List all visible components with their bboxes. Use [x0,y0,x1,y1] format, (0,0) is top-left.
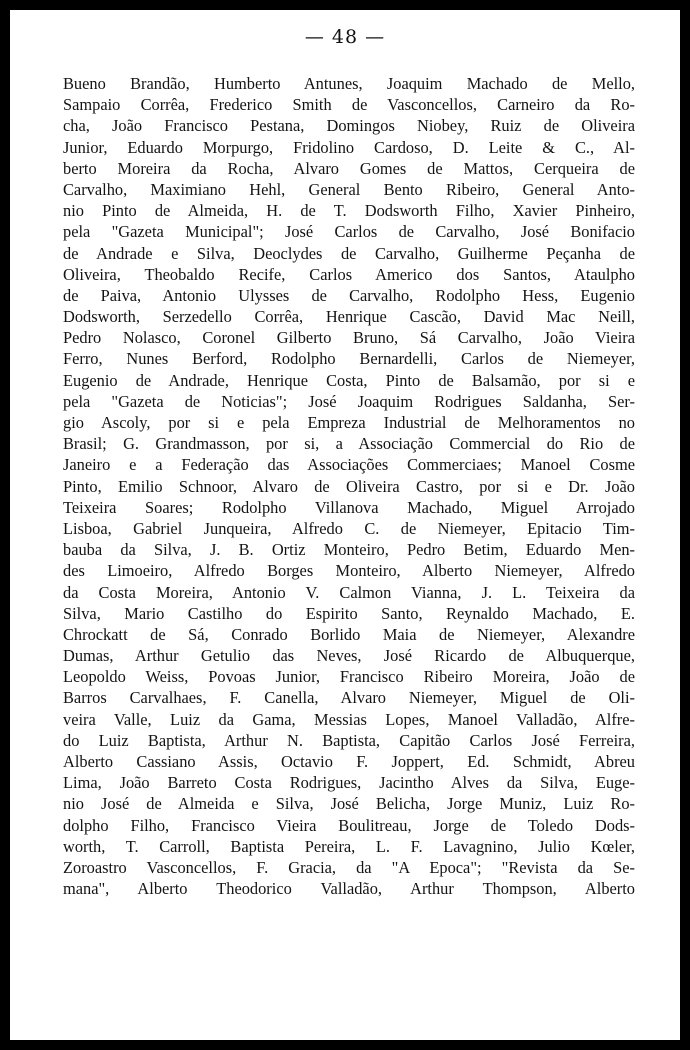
text-line: gio Ascoly, por si e pela Empreza Industrial de Melhoramentos no [63,413,635,432]
text-line: pela "Gazeta Municipal"; José Carlos de Carvalho, José Bonifacio [63,222,635,242]
text-line: Dumas, Arthur Getulio das Neves, José Ricardo de Albuquerque, [63,646,635,666]
text-line: Oliveira, Theobaldo Recife, Carlos Americo dos Santos, Ataulpho [63,264,635,284]
text-line: Zoroastro Vasconcellos, F. Gracia, da "A Epoca"; "Revista da Se- [63,857,635,877]
text-line: worth, T. Carroll, Baptista Pereira, L. F. Lavagnino, Julio Kœler, [63,836,635,856]
text-line: da Costa Moreira, Antonio V. Calmon Vianna, J. L. Teixeira da [63,582,635,602]
text-line: do Luiz Baptista, Arthur N. Baptista, Capitão Carlos José Ferreira, [63,730,635,750]
body-text [63,73,635,899]
text-line: Lisboa, Gabriel Junqueira, Alfredo C. de Niemeyer, Epitacio Tim- [63,518,635,538]
text-line: Dodsworth, Serzedello Corrêa, Henrique Cascão, David Mac Neill, [63,307,635,327]
text-line: Silva, Mario Castilho do Espirito Santo, Reynaldo Machado, E. [63,603,635,623]
text-line: Chrockatt de Sá, Conrado Borlido Maia de Niemeyer, Alexandre [63,624,635,644]
text-line: Teixeira Soares; Rodolpho Villanova Machado, Miguel Arrojado [63,497,635,517]
text-line: veira Valle, Luiz da Gama, Messias Lopes, Manoel Valladão, Alfre- [63,709,635,729]
text-line: pela "Gazeta de Noticias"; José Joaquim Rodrigues Saldanha, Ser- [63,391,635,411]
text-line: berto Moreira da Rocha, Alvaro Gomes de Mattos, Cerqueira de [63,158,635,178]
text-line: Pedro Nolasco, Coronel Gilberto Bruno, Sá Carvalho, João Vieira [63,328,635,348]
text-line: Alberto Cassiano Assis, Octavio F. Joppert, Ed. Schmidt, Abreu [63,752,635,771]
text-line: Junior, Eduardo Morpurgo, Fridolino Cardoso, D. Leite & C., Al- [63,137,635,157]
text-line: Carvalho, Maximiano Hehl, General Bento Ribeiro, General Anto- [63,179,635,199]
text-line: nio Pinto de Almeida, H. de T. Dodsworth Filho, Xavier Pinheiro, [63,201,635,221]
text-line: des Limoeiro, Alfredo Borges Monteiro, Alberto Niemeyer, Alfredo [63,561,635,581]
text-line: bauba da Silva, J. B. Ortiz Monteiro, Pedro Betim, Eduardo Men- [63,540,635,560]
text-line: mana", Alberto Theodorico Valladão, Arthur Thompson, Alberto [63,879,635,899]
book-page [10,10,680,1040]
text-line: Leopoldo Weiss, Povoas Junior, Francisco Ribeiro Moreira, João de [63,667,635,687]
text-line: de Andrade e Silva, Deoclydes de Carvalho, Guilherme Peçanha de [63,243,635,263]
text-line: Lima, João Barreto Costa Rodrigues, Jacintho Alves da Silva, Euge- [63,773,635,793]
text-line: Sampaio Corrêa, Frederico Smith de Vasconcellos, Carneiro da Ro- [63,95,635,115]
page-number: — 48 — [304,26,386,48]
text-line: Brasil; G. Grandmasson, por si, a Associação Commercial do Rio de [63,434,635,454]
text-line: Janeiro e a Federação das Associações Commerciaes; Manoel Cosme [63,455,635,475]
text-line: Bueno Brandão, Humberto Antunes, Joaquim Machado de Mello, [63,74,635,93]
text-line: dolpho Filho, Francisco Vieira Boulitreau, Jorge de Toledo Dods- [63,815,635,835]
text-line: cha, João Francisco Pestana, Domingos Niobey, Ruiz de Oliveira [63,116,635,136]
text-line: Eugenio de Andrade, Henrique Costa, Pinto de Balsamão, por si e [63,370,635,390]
text-line: Barros Carvalhaes, F. Canella, Alvaro Niemeyer, Miguel de Oli- [63,688,635,708]
text-line: Pinto, Emilio Schnoor, Alvaro de Oliveira Castro, por si e Dr. João [63,476,635,496]
text-line: nio José de Almeida e Silva, José Belicha, Jorge Muniz, Luiz Ro- [63,794,635,814]
text-line: Ferro, Nunes Berford, Rodolpho Bernardelli, Carlos de Niemeyer, [63,349,635,369]
text-line: de Paiva, Antonio Ulysses de Carvalho, Rodolpho Hess, Eugenio [63,285,635,305]
